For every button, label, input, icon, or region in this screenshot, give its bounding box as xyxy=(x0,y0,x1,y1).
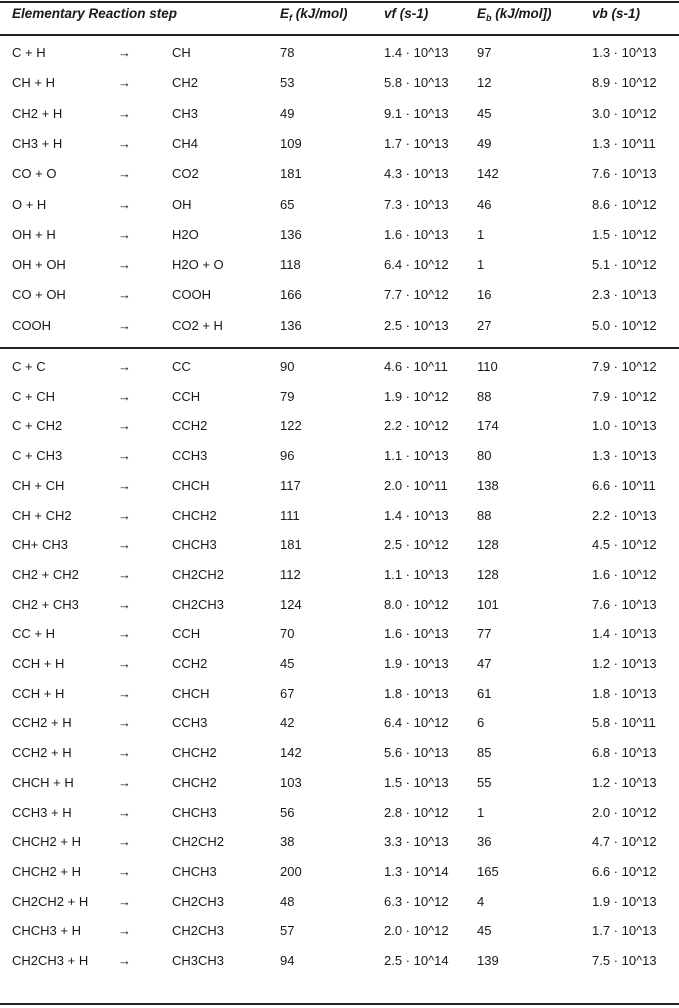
table-header xyxy=(0,6,679,28)
table-row xyxy=(0,597,679,619)
reactants: CHCH2 + H xyxy=(12,863,81,879)
vf-value: 6.3 · 10^12 xyxy=(384,893,449,909)
eb-value: 55 xyxy=(477,774,492,790)
vf-value: 1.6 · 10^13 xyxy=(384,626,449,642)
reactants: CH + CH xyxy=(12,477,65,493)
ef-value: 70 xyxy=(280,626,295,642)
vb-value: 4.5 · 10^12 xyxy=(592,537,657,553)
arrow: → xyxy=(118,135,131,151)
table-row xyxy=(0,478,679,500)
products: CH2CH3 xyxy=(172,596,225,612)
table-row xyxy=(0,537,679,559)
reactants: CHCH3 + H xyxy=(12,923,81,939)
table-row xyxy=(0,318,679,340)
vf-value: 2.2 · 10^12 xyxy=(384,418,449,434)
table-row xyxy=(0,227,679,249)
products: CH2CH3 xyxy=(172,893,225,909)
table-row xyxy=(0,567,679,589)
vb-value: 2.3 · 10^13 xyxy=(592,287,657,303)
eb-value: 128 xyxy=(477,537,499,553)
products: CCH xyxy=(172,388,201,404)
arrow: → xyxy=(118,448,131,464)
reactants: C + CH3 xyxy=(12,448,63,464)
reactants: CH2CH2 + H xyxy=(12,893,89,909)
reactants: CCH3 + H xyxy=(12,804,72,820)
ef-value: 45 xyxy=(280,656,295,671)
arrow: → xyxy=(118,418,131,434)
table-row xyxy=(0,359,679,381)
vf-value: 7.7 · 10^12 xyxy=(384,287,449,303)
arrow: → xyxy=(118,105,131,121)
vb-value: 7.6 · 10^13 xyxy=(592,166,657,182)
reactants: CO + O xyxy=(12,166,57,182)
table-row xyxy=(0,715,679,737)
eb-value: 47 xyxy=(477,656,492,671)
reactants: CH2 + H xyxy=(12,105,63,121)
reactants: CHCH + H xyxy=(12,774,74,790)
ef-value: 79 xyxy=(280,388,295,404)
header-vb: vb (s-1) xyxy=(592,6,641,21)
ef-value: 122 xyxy=(280,418,302,434)
reactants: CCH2 + H xyxy=(12,745,72,761)
vb-value: 1.2 · 10^13 xyxy=(592,774,657,790)
products: CH3 xyxy=(172,105,199,121)
reactants: CCH + H xyxy=(12,685,65,701)
bottom-rule xyxy=(0,1003,679,1005)
header-vf: vf (s-1) xyxy=(384,6,429,21)
vb-value: 1.9 · 10^13 xyxy=(592,893,657,909)
vb-value: 3.0 · 10^12 xyxy=(592,105,657,121)
vf-value: 4.3 · 10^13 xyxy=(384,166,449,182)
vf-value: 1.3 · 10^14 xyxy=(384,863,449,879)
vf-value: 1.1 · 10^13 xyxy=(384,448,449,464)
vf-value: 6.4 · 10^12 xyxy=(384,715,449,731)
table-row xyxy=(0,686,679,708)
vb-value: 6.6 · 10^12 xyxy=(592,863,657,879)
eb-value: 1 xyxy=(477,226,485,242)
ef-value: 136 xyxy=(280,317,302,333)
reactants: CH2 + CH2 xyxy=(12,566,79,582)
ef-value: 38 xyxy=(280,834,295,850)
eb-value: 142 xyxy=(477,166,499,182)
vb-value: 4.7 · 10^12 xyxy=(592,834,657,850)
eb-value: 12 xyxy=(477,75,492,91)
eb-value: 61 xyxy=(477,685,492,701)
reactants: COOH xyxy=(12,317,51,333)
group-separator-rule xyxy=(0,347,679,349)
table-row xyxy=(0,45,679,67)
table-row xyxy=(0,626,679,648)
ef-value: 118 xyxy=(280,257,301,273)
reactants: CH + CH2 xyxy=(12,507,72,523)
products: CH2CH3 xyxy=(172,923,225,939)
arrow: → xyxy=(118,45,131,60)
reactants: CC + H xyxy=(12,626,55,642)
table-row xyxy=(0,508,679,530)
arrow: → xyxy=(118,685,131,701)
vb-value: 7.9 · 10^12 xyxy=(592,359,657,374)
table-row xyxy=(0,834,679,856)
header-step: Elementary Reaction step xyxy=(12,6,178,21)
eb-value: 138 xyxy=(477,477,499,493)
reactants: OH + OH xyxy=(12,257,66,273)
table-row xyxy=(0,106,679,128)
vf-value: 1.6 · 10^13 xyxy=(384,226,449,242)
products: CH2 xyxy=(172,75,199,91)
reactants: C + CH2 xyxy=(12,418,63,434)
products: CO2 xyxy=(172,166,199,182)
vf-value: 1.7 · 10^13 xyxy=(384,135,449,151)
header-eb: $E_b$ (kJ/mol]) xyxy=(477,6,552,23)
products: CH4 xyxy=(172,135,199,151)
top-rule xyxy=(0,1,679,3)
ef-value: 94 xyxy=(280,953,295,968)
vf-value: 6.4 · 10^12 xyxy=(384,257,449,273)
table-row xyxy=(0,953,679,975)
reactants: CCH2 + H xyxy=(12,715,72,731)
arrow: → xyxy=(118,774,131,790)
vf-value: 1.4 · 10^13 xyxy=(384,507,449,523)
header-ef: $E_f$ (kJ/mol) xyxy=(280,6,348,23)
reactants: CO + OH xyxy=(12,287,66,303)
vb-value: 6.6 · 10^11 xyxy=(592,477,656,493)
vf-value: 2.5 · 10^13 xyxy=(384,317,449,333)
ef-value: 124 xyxy=(280,596,302,612)
reactants: CH2 + CH3 xyxy=(12,596,79,612)
eb-value: 1 xyxy=(477,257,485,273)
vb-value: 1.2 · 10^13 xyxy=(592,656,657,671)
arrow: → xyxy=(118,287,131,303)
vb-value: 8.9 · 10^12 xyxy=(592,75,657,91)
ef-value: 90 xyxy=(280,359,295,374)
vb-value: 7.9 · 10^12 xyxy=(592,388,657,404)
table-row xyxy=(0,864,679,886)
vb-value: 1.5 · 10^12 xyxy=(592,226,657,242)
eb-value: 165 xyxy=(477,863,499,879)
ef-value: 181 xyxy=(280,537,302,553)
reactants: C + CH xyxy=(12,388,55,404)
vb-value: 5.1 · 10^12 xyxy=(592,257,657,273)
products: CHCH3 xyxy=(172,537,217,553)
arrow: → xyxy=(118,196,131,212)
reactants: O + H xyxy=(12,196,47,212)
table-row xyxy=(0,257,679,279)
eb-value: 85 xyxy=(477,745,492,761)
eb-value: 36 xyxy=(477,834,492,850)
vb-value: 7.5 · 10^13 xyxy=(592,953,657,968)
vf-value: 8.0 · 10^12 xyxy=(384,596,449,612)
vf-value: 2.8 · 10^12 xyxy=(384,804,449,820)
ef-value: 103 xyxy=(280,774,302,790)
products: CCH2 xyxy=(172,418,208,434)
products: H2O xyxy=(172,226,199,242)
products: H2O + O xyxy=(172,257,224,273)
eb-value: 6 xyxy=(477,715,485,731)
table-row xyxy=(0,418,679,440)
vb-value: 1.8 · 10^13 xyxy=(592,685,657,701)
arrow: → xyxy=(118,953,131,968)
reactants: C + C xyxy=(12,359,46,374)
arrow: → xyxy=(118,745,131,761)
vf-value: 2.5 · 10^12 xyxy=(384,537,449,553)
vb-value: 5.8 · 10^11 xyxy=(592,715,656,731)
ef-value: 48 xyxy=(280,893,295,909)
ef-value: 117 xyxy=(280,477,301,493)
ef-value: 49 xyxy=(280,105,295,121)
products: CCH3 xyxy=(172,448,208,464)
table-row xyxy=(0,389,679,411)
eb-value: 4 xyxy=(477,893,485,909)
vf-value: 5.6 · 10^13 xyxy=(384,745,449,761)
arrow: → xyxy=(118,226,131,242)
eb-value: 128 xyxy=(477,566,499,582)
vb-value: 6.8 · 10^13 xyxy=(592,745,657,761)
ef-value: 56 xyxy=(280,804,295,820)
table-row xyxy=(0,136,679,158)
arrow: → xyxy=(118,863,131,879)
ef-value: 67 xyxy=(280,685,295,701)
eb-value: 45 xyxy=(477,923,492,939)
vf-value: 2.5 · 10^14 xyxy=(384,953,449,968)
reactants: CH3 + H xyxy=(12,135,63,151)
eb-value: 45 xyxy=(477,105,492,121)
eb-value: 80 xyxy=(477,448,492,464)
vb-value: 2.2 · 10^13 xyxy=(592,507,657,523)
eb-value: 174 xyxy=(477,418,499,434)
vf-value: 5.8 · 10^13 xyxy=(384,75,449,91)
vf-value: 1.9 · 10^12 xyxy=(384,388,449,404)
products: CH2CH2 xyxy=(172,566,225,582)
products: CCH2 xyxy=(172,656,208,671)
eb-value: 49 xyxy=(477,135,492,151)
ef-value: 166 xyxy=(280,287,302,303)
arrow: → xyxy=(118,804,131,820)
arrow: → xyxy=(118,893,131,909)
table-row xyxy=(0,448,679,470)
header-rule xyxy=(0,34,679,36)
reactants: CH+ CH3 xyxy=(12,537,68,553)
table-row xyxy=(0,656,679,678)
products: CHCH3 xyxy=(172,804,217,820)
products: CHCH2 xyxy=(172,774,217,790)
vb-value: 1.4 · 10^13 xyxy=(592,626,657,642)
table-row xyxy=(0,805,679,827)
reactants: CH + H xyxy=(12,75,55,91)
arrow: → xyxy=(118,537,131,553)
arrow: → xyxy=(118,257,131,273)
table-row xyxy=(0,745,679,767)
vb-value: 2.0 · 10^12 xyxy=(592,804,657,820)
products: CCH xyxy=(172,626,201,642)
ef-value: 78 xyxy=(280,45,295,60)
products: CC xyxy=(172,359,191,374)
vf-value: 1.8 · 10^13 xyxy=(384,685,449,701)
vb-value: 1.6 · 10^12 xyxy=(592,566,657,582)
arrow: → xyxy=(118,317,131,333)
vf-value: 1.1 · 10^13 xyxy=(384,566,449,582)
products: CHCH2 xyxy=(172,507,217,523)
products: CHCH2 xyxy=(172,745,217,761)
eb-value: 88 xyxy=(477,507,492,523)
products: CHCH3 xyxy=(172,863,217,879)
products: COOH xyxy=(172,287,211,303)
products: CO2 + H xyxy=(172,317,223,333)
arrow: → xyxy=(118,507,131,523)
vf-value: 1.4 · 10^13 xyxy=(384,45,449,60)
products: CH2CH2 xyxy=(172,834,225,850)
vb-value: 5.0 · 10^12 xyxy=(592,317,657,333)
eb-value: 1 xyxy=(477,804,485,820)
eb-value: 16 xyxy=(477,287,492,303)
vb-value: 1.3 · 10^13 xyxy=(592,45,657,60)
table-row xyxy=(0,923,679,945)
vb-value: 8.6 · 10^12 xyxy=(592,196,657,212)
table-row xyxy=(0,75,679,97)
arrow: → xyxy=(118,923,131,939)
ef-value: 112 xyxy=(280,566,301,582)
vb-value: 1.7 · 10^13 xyxy=(592,923,657,939)
products: CH3CH3 xyxy=(172,953,225,968)
ef-value: 142 xyxy=(280,745,302,761)
arrow: → xyxy=(118,626,131,642)
vb-value: 1.3 · 10^11 xyxy=(592,135,656,151)
arrow: → xyxy=(118,834,131,850)
arrow: → xyxy=(118,166,131,182)
eb-value: 46 xyxy=(477,196,492,212)
vf-value: 1.9 · 10^13 xyxy=(384,656,449,671)
reactants: OH + H xyxy=(12,226,56,242)
ef-value: 65 xyxy=(280,196,295,212)
eb-value: 77 xyxy=(477,626,492,642)
arrow: → xyxy=(118,566,131,582)
eb-value: 139 xyxy=(477,953,499,968)
vf-value: 4.6 · 10^11 xyxy=(384,359,448,374)
arrow: → xyxy=(118,656,131,671)
reactants: C + H xyxy=(12,45,46,60)
table-row xyxy=(0,894,679,916)
arrow: → xyxy=(118,715,131,731)
eb-value: 97 xyxy=(477,45,492,60)
arrow: → xyxy=(118,477,131,493)
reactants: CHCH2 + H xyxy=(12,834,81,850)
reactants: CCH + H xyxy=(12,656,65,671)
table-row xyxy=(0,775,679,797)
vf-value: 7.3 · 10^13 xyxy=(384,196,449,212)
ef-value: 53 xyxy=(280,75,295,91)
ef-value: 200 xyxy=(280,863,302,879)
products: CHCH xyxy=(172,685,210,701)
ef-value: 57 xyxy=(280,923,295,939)
vf-value: 2.0 · 10^11 xyxy=(384,477,448,493)
eb-value: 110 xyxy=(477,359,498,374)
arrow: → xyxy=(118,359,131,374)
table-row xyxy=(0,287,679,309)
ef-value: 111 xyxy=(280,507,300,523)
vf-value: 3.3 · 10^13 xyxy=(384,834,449,850)
products: CHCH xyxy=(172,477,210,493)
vf-value: 1.5 · 10^13 xyxy=(384,774,449,790)
products: CCH3 xyxy=(172,715,208,731)
ef-value: 181 xyxy=(280,166,302,182)
vb-value: 7.6 · 10^13 xyxy=(592,596,657,612)
ef-value: 109 xyxy=(280,135,302,151)
eb-value: 101 xyxy=(477,596,499,612)
arrow: → xyxy=(118,388,131,404)
ef-value: 96 xyxy=(280,448,295,464)
reactants: CH2CH3 + H xyxy=(12,953,89,968)
ef-value: 136 xyxy=(280,226,302,242)
table-row xyxy=(0,166,679,188)
ef-value: 42 xyxy=(280,715,295,731)
eb-value: 88 xyxy=(477,388,492,404)
arrow: → xyxy=(118,596,131,612)
vf-value: 2.0 · 10^12 xyxy=(384,923,449,939)
eb-value: 27 xyxy=(477,317,492,333)
arrow: → xyxy=(118,75,131,91)
vb-value: 1.0 · 10^13 xyxy=(592,418,657,434)
vb-value: 1.3 · 10^13 xyxy=(592,448,657,464)
products: OH xyxy=(172,196,192,212)
products: CH xyxy=(172,45,191,60)
table-row xyxy=(0,197,679,219)
vf-value: 9.1 · 10^13 xyxy=(384,105,449,121)
